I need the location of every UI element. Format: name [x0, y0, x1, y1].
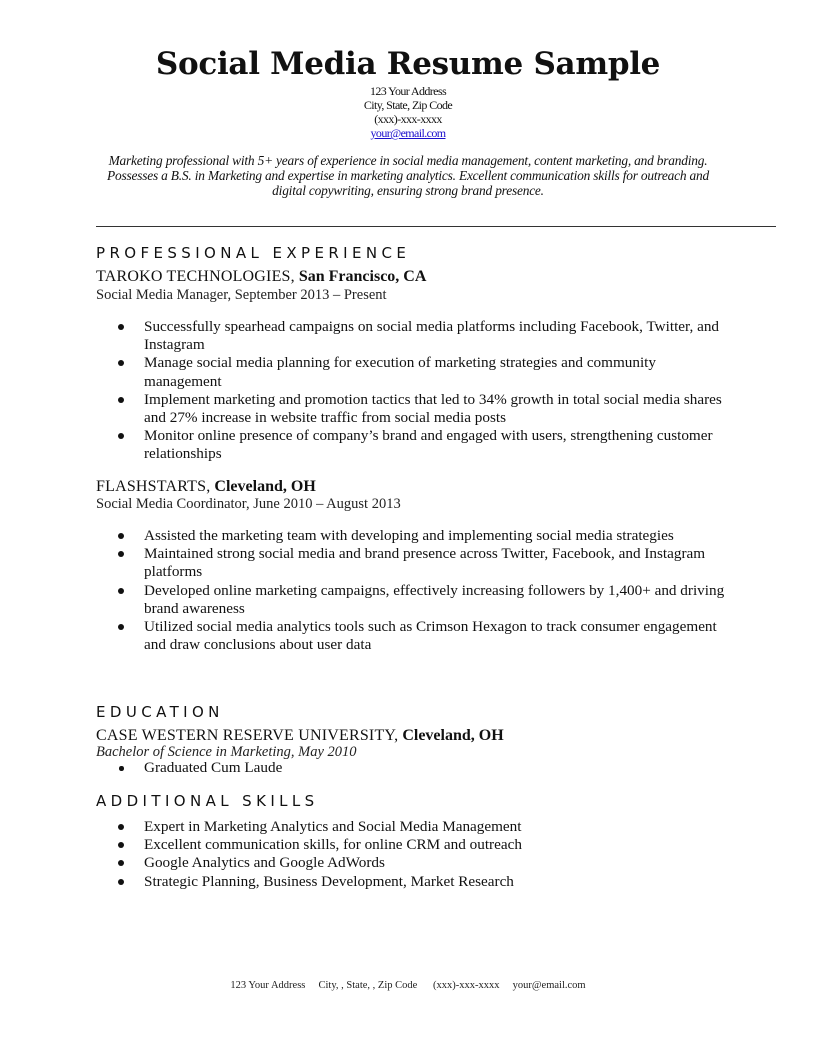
contact-block [0, 84, 816, 140]
list-item: Manage social media planning for execution of marketing strategies and community management [96, 354, 736, 390]
bullet-icon [118, 824, 124, 830]
section-heading-education: EDUCATION [96, 703, 224, 721]
bullet-icon [118, 324, 124, 330]
section-heading-experience: PROFESSIONAL EXPERIENCE [96, 244, 411, 262]
bullet-icon [118, 624, 124, 630]
bullet-icon [118, 551, 124, 557]
job-role-flashstarts: Social Media Coordinator, June 2010 – August 2013 [96, 496, 401, 512]
job-bullets-flashstarts [96, 527, 736, 654]
education-degree: Bachelor of Science in Marketing, May 2010 [96, 744, 357, 760]
bullet-icon [119, 766, 124, 771]
list-item: Excellent communication skills, for online CRM and outreach [96, 836, 736, 854]
job-org: TAROKO TECHNOLOGIES, [96, 268, 295, 285]
job-location: Cleveland, OH [210, 478, 316, 495]
education-bullets [96, 759, 736, 777]
list-item: Monitor online presence of company’s brand and engaged with users, strengthening customer relationships [96, 427, 736, 463]
skills-bullets [96, 818, 736, 891]
bullet-icon [118, 842, 124, 848]
bullet-icon [118, 433, 124, 439]
page-footer: 123 Your Address City, , State, , Zip Code (xxx)-xxx-xxxx your@email.com [230, 980, 586, 991]
list-item: Graduated Cum Laude [96, 759, 736, 777]
job-role-taroko: Social Media Manager, September 2013 – Present [96, 287, 387, 303]
bullet-icon [118, 360, 124, 366]
list-item: Utilized social media analytics tools such as Crimson Hexagon to track consumer engagement and draw conclusions about user data [96, 618, 736, 654]
list-item: Maintained strong social media and brand presence across Twitter, Facebook, and Instagram platforms [96, 545, 736, 581]
list-item: Strategic Planning, Business Development, Market Research [96, 873, 736, 891]
phone-line: (xxx)-xxx-xxxx [374, 112, 442, 126]
bullet-icon [118, 533, 124, 539]
job-org: FLASHSTARTS, [96, 478, 211, 495]
bullet-icon [118, 860, 124, 866]
education-title [96, 727, 504, 745]
list-item: Implement marketing and promotion tactics that led to 34% growth in total social media shares and 27% increase in website traffic from social media posts [96, 391, 736, 427]
professional-summary: Marketing professional with 5+ years of experience in social media management, content marketing, and branding. Possesses a B.S. in Marketing and expertise in marketing analytics. Excellent communication skills for outreach and digital copywriting, ensuring strong brand presence. [106, 153, 710, 198]
list-item: Expert in Marketing Analytics and Social Media Management [96, 818, 736, 836]
bullet-icon [118, 588, 124, 594]
resume-title: Social Media Resume Sample [155, 46, 661, 82]
header-divider [96, 226, 776, 227]
list-item: Google Analytics and Google AdWords [96, 854, 736, 872]
job-title-flashstarts [96, 478, 316, 496]
section-heading-skills: ADDITIONAL SKILLS [96, 792, 319, 810]
bullet-icon [118, 397, 124, 403]
job-bullets-taroko [96, 318, 736, 464]
job-location: San Francisco, CA [294, 268, 427, 285]
list-item: Developed online marketing campaigns, effectively increasing followers by 1,400+ and driving brand awareness [96, 582, 736, 618]
education-org: CASE WESTERN RESERVE UNIVERSITY, [96, 727, 399, 744]
job-title-taroko [96, 268, 426, 286]
email-link[interactable]: your@email.com [370, 126, 446, 140]
list-item: Assisted the marketing team with developing and implementing social media strategies [96, 527, 736, 545]
bullet-icon [118, 879, 124, 885]
address-line: 123 Your Address [369, 84, 447, 98]
list-item: Successfully spearhead campaigns on social media platforms including Facebook, Twitter, and Instagram [96, 318, 736, 354]
education-location: Cleveland, OH [398, 727, 504, 744]
city-state-zip-line: City, State, Zip Code [363, 98, 453, 112]
